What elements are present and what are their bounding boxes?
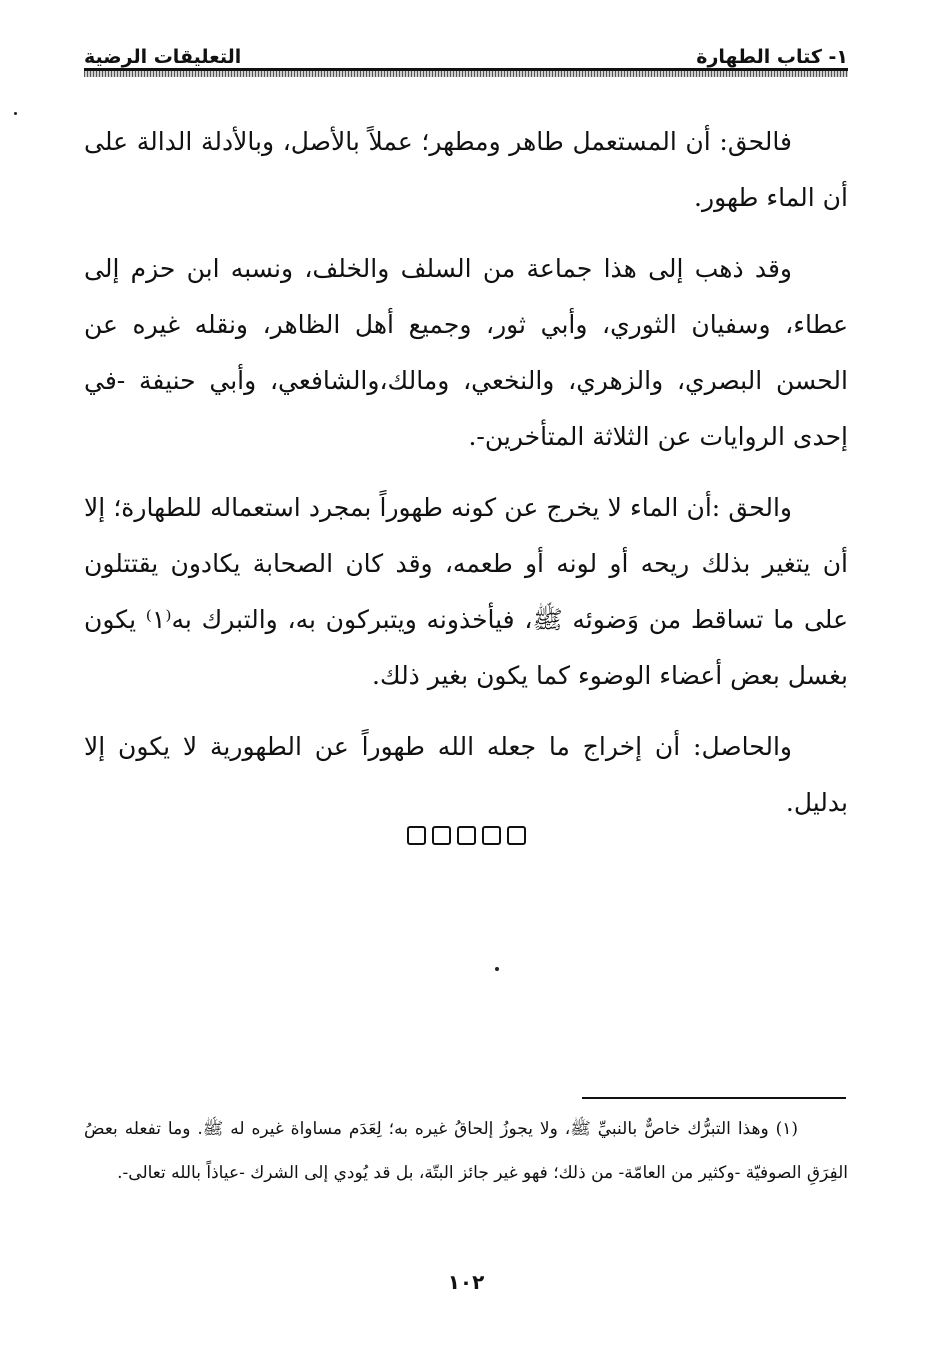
square-icon: [432, 826, 451, 845]
footnote-text: (١) وهذا التبرُّك خاصٌّ بالنبيِّ ﷺ، ولا يجوزُ إلحاقُ غيره به؛ لِعَدَم مساواة غيره له ﷺ. وما تفعله بعضُ الفِرَقِ الصوفيّة -وكثير من العامّة- من ذلك؛ فهو غير جائز البتّة، بل قد يُودي إلى الشرك -عياذاً بالله تعالى-.: [84, 1119, 848, 1183]
book-title: التعليقات الرضية: [84, 46, 242, 68]
paragraph: فالحق: أن المستعمل طاهر ومطهر؛ عملاً بالأصل، وبالأدلة الدالة على أن الماء طهور.: [84, 127, 848, 212]
footnote-rule: [582, 1097, 846, 1099]
paragraph: وقد ذهب إلى هذا جماعة من السلف والخلف، ونسبه ابن حزم إلى عطاء، وسفيان الثوري، وأبي ثور، وجميع أهل الظاهر، ونقله غيره عن الحسن البصري، والزهري، والنخعي، ومالك،والشافعي، وأبي حنيفة -في إحدى الروايات عن الثلاثة المتأخرين-.: [84, 254, 848, 451]
scan-speck: [14, 112, 17, 115]
footnote: [84, 1107, 848, 1195]
chapter-title: ١- كتاب الطهارة: [696, 46, 848, 68]
main-text: [84, 114, 848, 846]
paragraph: والحاصل: أن إخراج ما جعله الله طهوراً عن الطهورية لا يكون إلا بدليل.: [84, 732, 848, 817]
square-icon: [482, 826, 501, 845]
paragraph: والحق :أن الماء لا يخرج عن كونه طهوراً بمجرد استعماله للطهارة؛ إلا أن يتغير بذلك ريحه أو لونه أو طعمه، وقد كان الصحابة يكادون يقتتلون على ما تساقط من وَضوئه ﷺ، فيأخذونه ويتبركون به، والتبرك به⁽١⁾ يكون بغسل بعض أعضاء الوضوء كما يكون بغير ذلك.: [84, 493, 848, 690]
square-icon: [407, 826, 426, 845]
square-icon: [507, 826, 526, 845]
page-number: ١٠٢: [447, 1270, 485, 1294]
header-rule: [84, 68, 848, 77]
square-icon: [457, 826, 476, 845]
section-end-ornament: [0, 826, 932, 845]
scan-speck: [495, 967, 499, 971]
